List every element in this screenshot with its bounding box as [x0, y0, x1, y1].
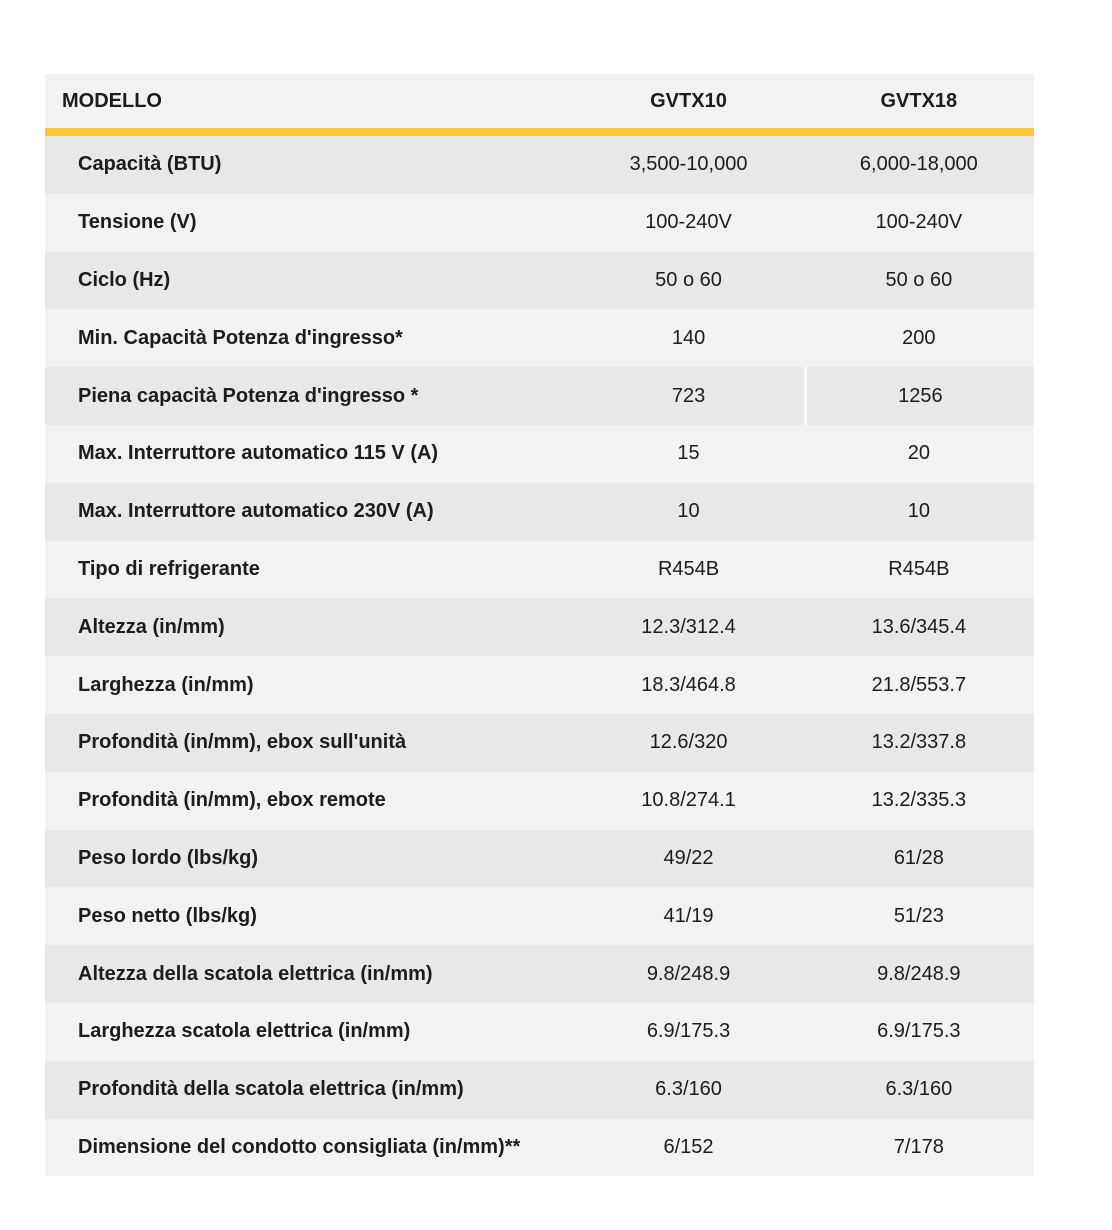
table-row	[45, 1119, 1034, 1177]
value-gvtx18: 20	[907, 442, 930, 465]
value-gvtx10: 6.3/160	[655, 1078, 722, 1101]
table-row	[45, 541, 1034, 599]
value-gvtx18: 6.9/175.3	[877, 1020, 961, 1043]
value-gvtx18: 13.2/335.3	[871, 789, 967, 812]
value-gvtx10: 10	[677, 500, 700, 523]
table-row	[45, 367, 1034, 425]
row-label: Peso netto (lbs/kg)	[78, 904, 257, 927]
value-gvtx10: 12.6/320	[649, 731, 728, 754]
value-gvtx18: R454B	[888, 557, 950, 580]
value-gvtx18: 50 o 60	[885, 268, 953, 291]
spec-table	[45, 74, 1034, 1176]
value-gvtx18: 9.8/248.9	[877, 962, 961, 985]
value-gvtx10: 6/152	[663, 1135, 714, 1158]
row-label: Peso lordo (lbs/kg)	[78, 846, 259, 869]
value-gvtx10: 50 o 60	[655, 268, 722, 291]
table-row	[45, 598, 1034, 656]
value-gvtx10: 15	[677, 442, 700, 465]
value-gvtx10: 12.3/312.4	[641, 615, 736, 638]
row-label: Capacità (BTU)	[78, 153, 222, 176]
value-gvtx18: 13.6/345.4	[871, 615, 967, 638]
row-label: Altezza della scatola elettrica (in/mm)	[78, 962, 433, 985]
row-label: Dimensione del condotto consigliata (in/mm)**	[78, 1135, 521, 1158]
table-row	[45, 887, 1034, 945]
table-row	[45, 252, 1034, 310]
row-label: Profondità (in/mm), ebox sull'unità	[78, 731, 407, 754]
value-gvtx10: 100-240V	[645, 211, 732, 234]
header-model-label: MODELLO	[62, 89, 162, 112]
value-gvtx18: 200	[902, 326, 936, 349]
value-gvtx10: 10.8/274.1	[641, 789, 736, 812]
value-gvtx10: R454B	[657, 557, 720, 580]
value-gvtx18: 61/28	[893, 846, 944, 869]
table-row	[45, 309, 1034, 367]
table-row	[45, 425, 1034, 483]
value-gvtx18: 21.8/553.7	[871, 673, 967, 696]
value-gvtx10: 41/19	[663, 904, 714, 927]
table-row	[45, 483, 1034, 541]
row-label: Profondità della scatola elettrica (in/mm)	[78, 1078, 464, 1101]
value-gvtx18: 100-240V	[875, 211, 963, 234]
value-gvtx18: 10	[907, 500, 930, 523]
header-model-gvtx18: GVTX18	[880, 89, 958, 112]
table-row	[45, 194, 1034, 252]
row-label: Profondità (in/mm), ebox remote	[78, 789, 386, 812]
value-gvtx18: 1256	[804, 367, 1034, 425]
table-row	[45, 656, 1034, 714]
value-gvtx18: 51/23	[893, 904, 944, 927]
value-gvtx18: 13.2/337.8	[871, 731, 967, 754]
value-gvtx10: 140	[671, 326, 706, 349]
value-gvtx10: 723	[671, 384, 706, 407]
row-label: Larghezza scatola elettrica (in/mm)	[78, 1020, 411, 1043]
table-row	[45, 772, 1034, 830]
value-gvtx10: 9.8/248.9	[646, 962, 731, 985]
table-row	[45, 830, 1034, 888]
row-label: Altezza (in/mm)	[78, 615, 225, 638]
value-gvtx10: 6.9/175.3	[646, 1020, 731, 1043]
header-accent-bar	[45, 128, 1034, 136]
row-label: Max. Interruttore automatico 230V (A)	[78, 500, 434, 523]
row-label: Larghezza (in/mm)	[78, 673, 254, 696]
value-gvtx10: 49/22	[663, 846, 714, 869]
row-label: Max. Interruttore automatico 115 V (A)	[78, 442, 439, 465]
value-gvtx18: 6.3/160	[885, 1078, 953, 1101]
value-gvtx10: 3,500-10,000	[629, 153, 748, 176]
value-gvtx18: 7/178	[893, 1135, 944, 1158]
table-row	[45, 714, 1034, 772]
table-row	[45, 1003, 1034, 1061]
row-label: Ciclo (Hz)	[78, 268, 171, 291]
row-label: Min. Capacità Potenza d'ingresso*	[78, 326, 403, 349]
row-label: Tipo di refrigerante	[78, 557, 260, 580]
table-row	[45, 136, 1034, 194]
value-gvtx10: 18.3/464.8	[641, 673, 736, 696]
table-header	[45, 74, 1034, 128]
row-label: Piena capacità Potenza d'ingresso *	[78, 384, 419, 407]
table-row	[45, 945, 1034, 1003]
row-label: Tensione (V)	[78, 211, 197, 234]
table-row	[45, 1061, 1034, 1119]
header-model-gvtx10: GVTX10	[650, 89, 727, 112]
value-gvtx18: 6,000-18,000	[859, 153, 978, 176]
table-body	[45, 136, 1034, 1176]
